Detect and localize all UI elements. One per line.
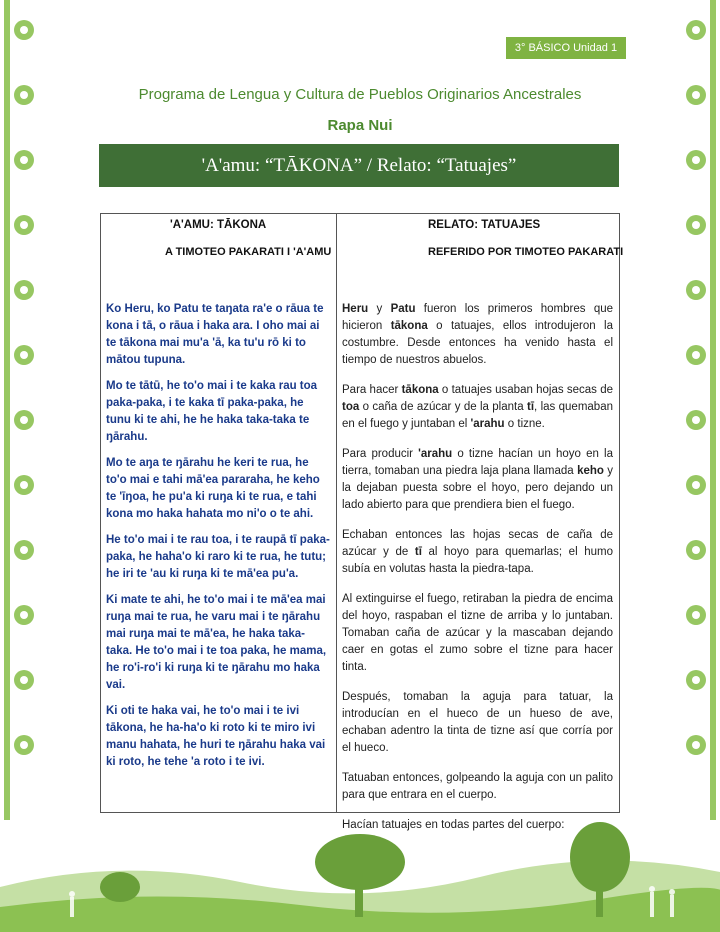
left-paragraph: Ki oti te haka vai, he to'o mai i te ivi tākona, he ha-ha'o ki roto ki te miro ivi manu hahata, he huri te ŋārahu haka vai ki roto, he tehe 'a roto i te ivi.	[106, 705, 326, 768]
right-paragraph: Tatuaban entonces, golpeando la aguja con un palito para que entrara en el cuerpo.	[342, 772, 613, 801]
left-paragraph: Mo te tātū, he to'o mai i te kaka rau toa paka-paka, i te kaka tī paka-paka, he tunu ki te ahi, he he haka taka-taka te ŋārahu.	[106, 380, 318, 443]
right-paragraph: Para hacer tākona o tatuajes usaban hojas secas de toa o caña de azúcar y de la planta tī, las quemaban en el fuego y juntaban el 'arahu o tizne.	[342, 384, 613, 430]
right-paragraph: Hacían tatuajes en todas partes del cuerpo:	[342, 819, 565, 831]
left-paragraph: Mo te aŋa te ŋārahu he keri te rua, he to'o mai e tahi mā'ea pararaha, he keho te 'īŋoa, he pu'a ki ruŋa ki te rua, e tahi kona mo haka hahata mo ni'o o te ahi.	[106, 457, 320, 520]
page-subtitle: Rapa Nui	[327, 117, 393, 134]
landscape-footer-illustration	[0, 817, 720, 932]
title-banner: 'A'amu: “TĀKONA” / Relato: “Tatuajes”	[99, 144, 619, 187]
left-paragraph: Ki mate te ahi, he to'o mai i te mā'ea mai ruŋa mai te rua, he varu mai i te ŋārahu mai ruŋa mai te mā'ea, he haka taka-taka. He to'o mai i te toa paka, he mama, he ro'i-ro'i ki ruŋa ki te ŋārahu mo haka vai.	[106, 594, 327, 691]
left-column-header: 'A'AMU: TĀKONA	[170, 219, 267, 231]
right-paragraph: Echaban entonces las hojas secas de caña de azúcar y de tī al hoyo para quemarlas; el humo subía en volutas hasta la piedra-tapa.	[342, 529, 613, 575]
right-column-author: REFERIDO POR TIMOTEO PAKARATI	[428, 246, 624, 258]
right-column-header: RELATO: TATUAJES	[428, 219, 541, 231]
right-column-text	[342, 301, 613, 847]
left-column-text	[106, 301, 330, 780]
right-paragraph: Después, tomaban la aguja para tatuar, la introducían en el hueco de un hueso de ave, echaban adentro la tinta de tizne así que corría por el hueco.	[342, 691, 613, 754]
left-paragraph: Ko Heru, ko Patu te taŋata ra'e o rāua te kona i tā, o rāua i haka ara. I oho mai ai te tākona mai mu'a 'ā, ka tu'u rō ki to mātou tupuna.	[106, 303, 324, 366]
column-divider	[336, 213, 337, 813]
left-column-author: A TIMOTEO PAKARATI I 'A'AMU	[165, 246, 332, 258]
program-title: Programa de Lengua y Cultura de Pueblos Originarios Ancestrales	[138, 86, 582, 103]
right-paragraph: Para producir 'arahu o tizne hacían un hoyo en la tierra, tomaban una piedra laja plana llamada keho y la dejaban puesta sobre el hoyo, pero dejando un lado abierto para que prendiera bien el fuego.	[342, 448, 614, 511]
right-paragraph: Heru y Patu fueron los primeros hombres que hicieron tākona o tatuajes, ellos introdujeron la costumbre. Desde entonces ha venido hasta el tiempo de nuestros abuelos.	[342, 303, 614, 366]
right-paragraph: Al extinguirse el fuego, retiraban la piedra de encima del hoyo, raspaban el tizne de arriba y lo juntaban. Tomaban caña de azúcar y la mascaban dejando caer en gotas el zumo sobre el tizne para hacer tinta.	[342, 593, 613, 673]
left-paragraph: He to'o mai i te rau toa, i te raupā tī paka-paka, he haha'o ki raro ki te rua, he tutu; he iri te 'au ki ruŋa ki te mā'ea pu'a.	[106, 534, 330, 580]
grade-unit-badge: 3° BÁSICO Unidad 1	[506, 37, 626, 59]
